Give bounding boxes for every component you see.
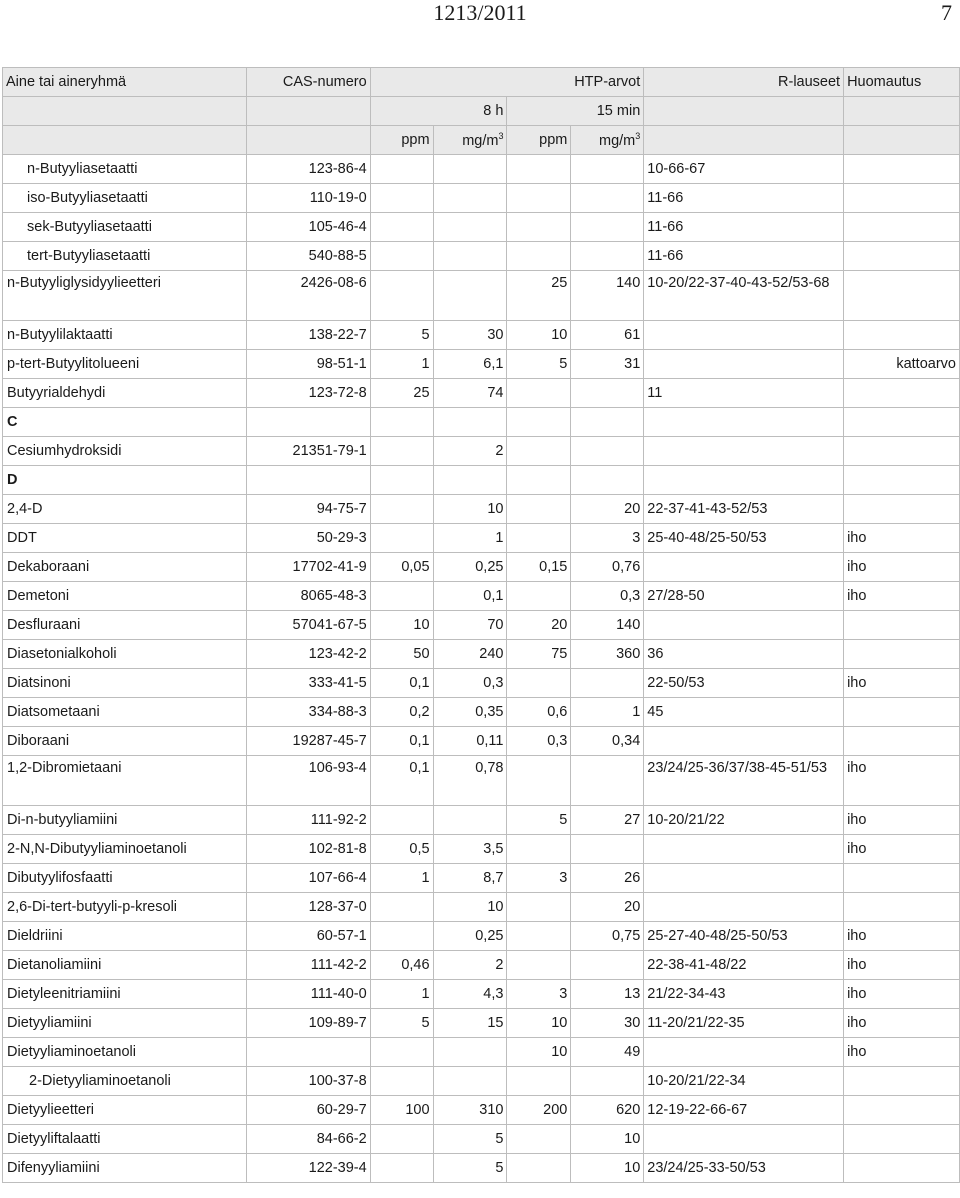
page-number: 7 (941, 0, 952, 25)
header-15min: 15 min (507, 97, 644, 126)
header-htp: HTP-arvot (370, 68, 644, 97)
header-8h: 8 h (370, 97, 507, 126)
header-row-3 (3, 126, 960, 155)
table-row: 2,4-D 94-75-7 10 20 22-37-41-43-52/53 (3, 495, 960, 524)
table-row: Dietanoliamiini 111-42-2 0,46 2 22-38-41-48/22 iho (3, 951, 960, 980)
table-row: n-Butyyliasetaatti 123-86-4 10-66-67 (3, 155, 960, 184)
header-r-phrases: R-lauseet (644, 68, 844, 97)
document-number: 1213/2011 (433, 0, 527, 25)
header-cas: CAS-numero (246, 68, 370, 97)
table-row: 2-Dietyyliaminoetanoli 100-37-8 10-20/21/22-34 (3, 1067, 960, 1096)
section-row (3, 466, 960, 495)
header-substance: Aine tai aineryhmä (3, 68, 247, 97)
section-letter: D (3, 466, 247, 495)
table-row: Dieldriini 60-57-1 0,25 0,75 25-27-40-48/25-50/53 iho (3, 922, 960, 951)
table-row: Dietyyliaminoetanoli 10 49 iho (3, 1038, 960, 1067)
header-mgm3-15min: $mg/m^3$ (571, 126, 644, 155)
table-row: Dibutyylifosfaatti 107-66-4 1 8,7 3 26 (3, 864, 960, 893)
table-row: Dietyyliamiini 109-89-7 5 15 10 30 11-20/21/22-35 iho (3, 1009, 960, 1038)
section-letter: C (3, 408, 247, 437)
table-row: Di-n-butyyliamiini 111-92-2 5 27 10-20/21/22 iho (3, 806, 960, 835)
table-row: sek-Butyyliasetaatti 105-46-4 11-66 (3, 213, 960, 242)
table-row: Dietyylieetteri 60-29-7 100 310 200 620 12-19-22-66-67 (3, 1096, 960, 1125)
header-row-2 (3, 97, 960, 126)
table-row: Dietyyliftalaatti 84-66-2 5 10 (3, 1125, 960, 1154)
table-row: Diatsinoni 333-41-5 0,1 0,3 22-50/53 iho (3, 669, 960, 698)
table-row: 2-N,N-Dibutyyliaminoetanoli 102-81-8 0,5 3,5 iho (3, 835, 960, 864)
table-row: Dietyleenitriamiini 111-40-0 1 4,3 3 13 21/22-34-43 iho (3, 980, 960, 1009)
table-row: Dekaboraani 17702-41-9 0,05 0,25 0,15 0,76 iho (3, 553, 960, 582)
table-row: Diboraani 19287-45-7 0,1 0,11 0,3 0,34 (3, 727, 960, 756)
table-row: Butyyrialdehydi 123-72-8 25 74 11 (3, 379, 960, 408)
header-row-1 (3, 68, 960, 97)
table-row: DDT 50-29-3 1 3 25-40-48/25-50/53 iho (3, 524, 960, 553)
page-header (0, 0, 960, 30)
table-row: Diatsometaani 334-88-3 0,2 0,35 0,6 1 45 (3, 698, 960, 727)
table-row: 2,6-Di-tert-butyyli-p-kresoli 128-37-0 10 20 (3, 893, 960, 922)
table-row: iso-Butyyliasetaatti 110-19-0 11-66 (3, 184, 960, 213)
table-row: Difenyyliamiini 122-39-4 5 10 23/24/25-33-50/53 (3, 1154, 960, 1183)
header-ppm-8h: ppm (370, 126, 433, 155)
table-row: tert-Butyyliasetaatti 540-88-5 11-66 (3, 242, 960, 271)
table-row: 1,2-Dibromietaani 106-93-4 0,1 0,78 23/24/25-36/37/38-45-51/53 iho (3, 756, 960, 806)
table-row: Desfluraani 57041-67-5 10 70 20 140 (3, 611, 960, 640)
htp-values-table (2, 67, 960, 1183)
header-mgm3-8h: $mg/m^3$ (433, 126, 507, 155)
header-remark: Huomautus (844, 68, 960, 97)
table-row: n-Butyyliglysidyylieetteri 2426-08-6 25 140 10-20/22-37-40-43-52/53-68 (3, 271, 960, 321)
table-row: Demetoni 8065-48-3 0,1 0,3 27/28-50 iho (3, 582, 960, 611)
header-ppm-15min: ppm (507, 126, 571, 155)
table-row: Cesiumhydroksidi 21351-79-1 2 (3, 437, 960, 466)
section-row (3, 408, 960, 437)
table-row: n-Butyylilaktaatti 138-22-7 5 30 10 61 (3, 321, 960, 350)
table-row: Diasetonialkoholi 123-42-2 50 240 75 360 36 (3, 640, 960, 669)
table-row: p-tert-Butyylitolueeni 98-51-1 1 6,1 5 31 kattoarvo (3, 350, 960, 379)
